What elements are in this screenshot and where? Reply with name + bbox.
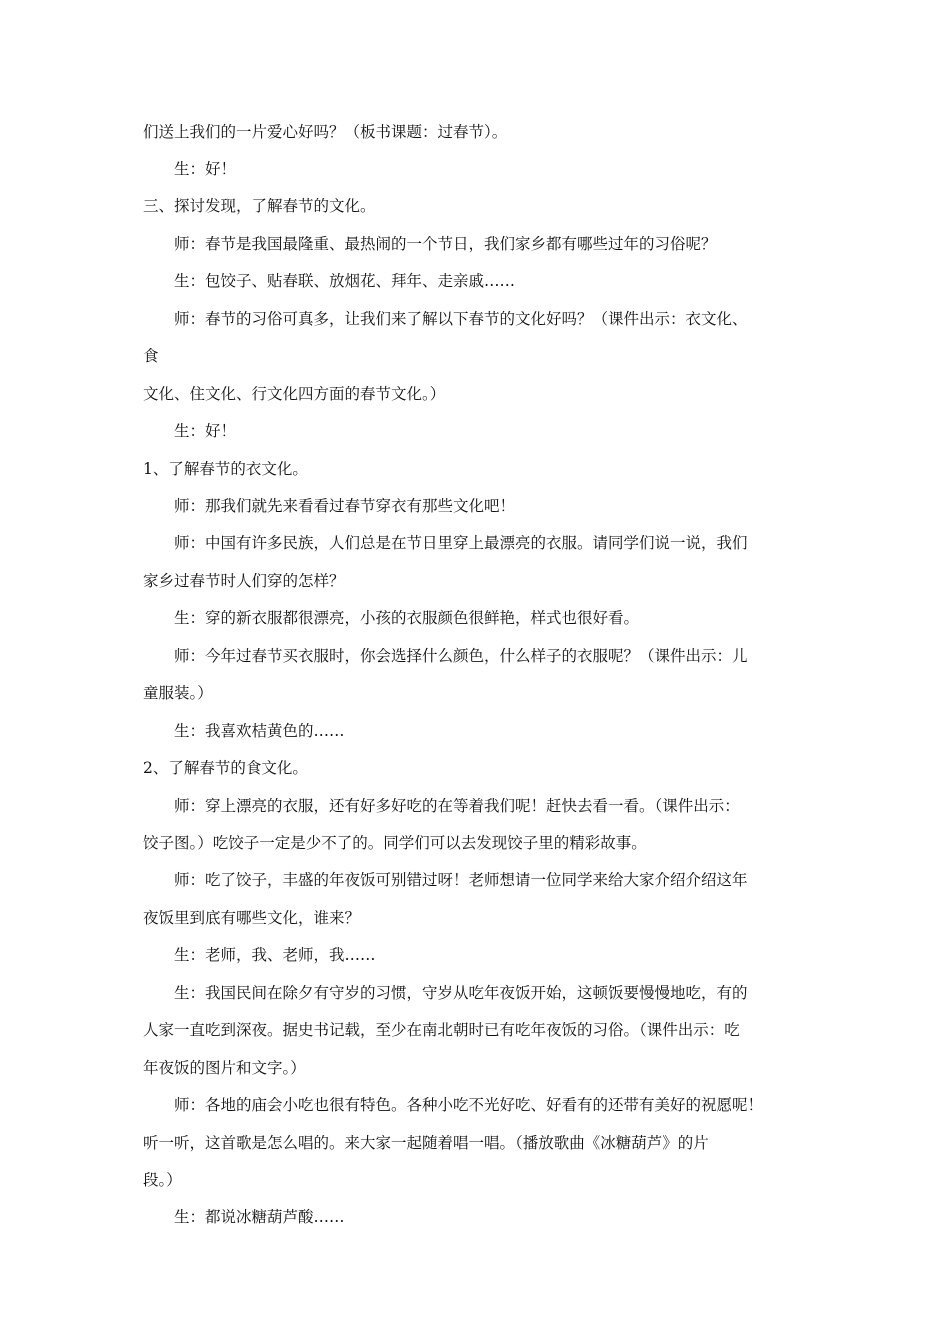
text-line: 师：那我们就先来看看过春节穿衣有那些文化吧！ bbox=[174, 497, 516, 515]
text-line: 夜饭里到底有哪些文化，谁来？ bbox=[143, 909, 361, 927]
text-line: 师：吃了饺子，丰盛的年夜饭可别错过呀！老师想请一位同学来给大家介绍介绍这年 bbox=[174, 871, 748, 889]
text-line: 文化、住文化、行文化四方面的春节文化。） bbox=[143, 385, 446, 403]
text-line: 人家一直吃到深夜。据史书记载，至少在南北朝时已有吃年夜饭的习俗。（课件出示：吃 bbox=[143, 1021, 740, 1039]
text-line: 家乡过春节时人们穿的怎样？ bbox=[143, 572, 345, 590]
text-line: 生：老师，我、老师，我…… bbox=[174, 946, 376, 964]
text-line: 饺子图。）吃饺子一定是少不了的。同学们可以去发现饺子里的精彩故事。 bbox=[143, 834, 647, 852]
text-line: 师：各地的庙会小吃也很有特色。各种小吃不光好吃、好看有的还带有美好的祝愿呢！ bbox=[174, 1096, 764, 1114]
section-heading: 三、探讨发现，了解春节的文化。 bbox=[143, 197, 376, 215]
text-line: 段。） bbox=[143, 1171, 182, 1189]
text-line: 童服装。） bbox=[143, 684, 213, 702]
text-line: 生：穿的新衣服都很漂亮，小孩的衣服颜色很鲜艳，样式也很好看。 bbox=[174, 609, 640, 627]
text-line: 师：今年过春节买衣服时，你会选择什么颜色，什么样子的衣服呢？（课件出示：儿 bbox=[174, 647, 748, 665]
text-line: 师：穿上漂亮的衣服，还有好多好吃的在等着我们呢！赶快去看一看。（课件出示： bbox=[174, 797, 740, 815]
text-line: 生：我国民间在除夕有守岁的习惯，守岁从吃年夜饭开始，这顿饭要慢慢地吃，有的 bbox=[174, 984, 748, 1002]
text-line: 食 bbox=[143, 347, 159, 365]
text-line: 听一听，这首歌是怎么唱的。来大家一起随着唱一唱。（播放歌曲《冰糖葫芦》的片 bbox=[143, 1134, 709, 1152]
subsection-heading: 2、了解春节的食文化。 bbox=[143, 759, 308, 777]
subsection-heading: 1、了解春节的衣文化。 bbox=[143, 460, 308, 478]
text-line: 生：包饺子、贴春联、放烟花、拜年、走亲戚…… bbox=[174, 272, 516, 290]
text-line: 年夜饭的图片和文字。） bbox=[143, 1059, 306, 1077]
text-line: 生：都说冰糖葫芦酸…… bbox=[174, 1208, 345, 1226]
text-line: 师：中国有许多民族，人们总是在节日里穿上最漂亮的衣服。请同学们说一说，我们 bbox=[174, 534, 748, 552]
text-line: 们送上我们的一片爱心好吗？（板书课题：过春节）。 bbox=[143, 123, 508, 141]
text-line: 生：好！ bbox=[174, 422, 237, 440]
text-line: 师：春节的习俗可真多，让我们来了解以下春节的文化好吗？（课件出示：衣文化、 bbox=[174, 310, 748, 328]
text-line: 生：我喜欢桔黄色的…… bbox=[174, 722, 345, 740]
text-line: 生：好！ bbox=[174, 160, 237, 178]
text-line: 师：春节是我国最隆重、最热闹的一个节日，我们家乡都有哪些过年的习俗呢？ bbox=[174, 235, 717, 253]
